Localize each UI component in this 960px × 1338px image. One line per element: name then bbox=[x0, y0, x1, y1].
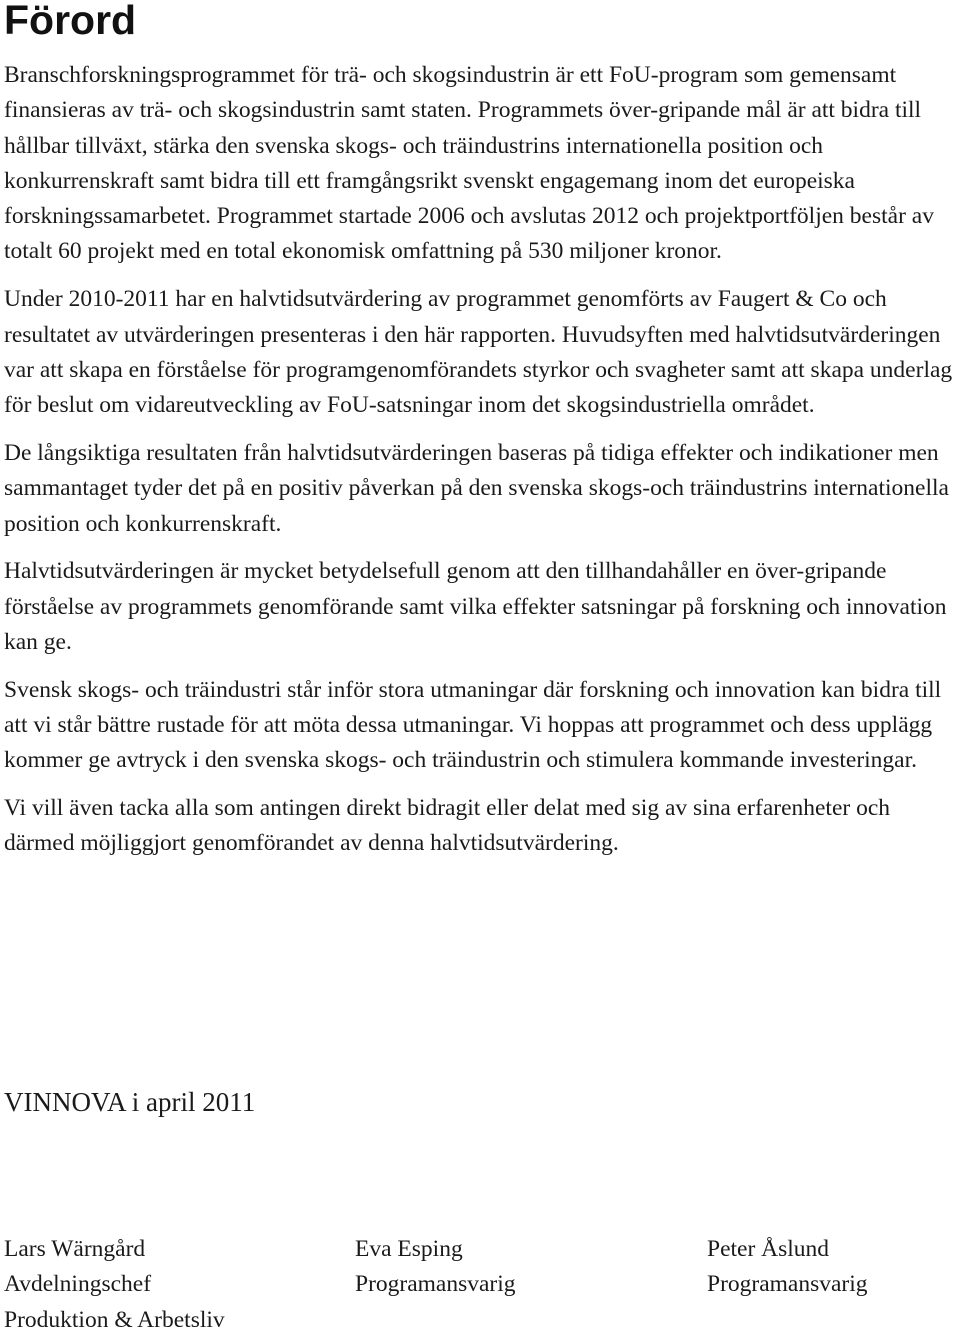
paragraph-1: Branschforskningsprogrammet för trä- och skogsindustrin är ett FoU-program som gemensamt finansieras av trä- och skogsindustrin samt staten. Programmets över-gripande mål är att bidra till hållbar tillväxt, stärka den svenska skogs- och träindustrins internationella position och konkurrenskraft samt bidra till ett framgångsrikt svenskt engagemang inom det europeiska forskningssamarbetet. Programmet startade 2006 och avslutas 2012 och projektportföljen består av totalt 60 projekt med en total ekonomisk omfattning på 530 miljoner kronor. bbox=[4, 62, 934, 265]
signer-role: Programansvarig bbox=[355, 1271, 516, 1298]
signer-3 bbox=[707, 1232, 868, 1303]
signer-role: Avdelningschef bbox=[4, 1271, 152, 1298]
signer-2 bbox=[355, 1232, 516, 1303]
signer-name: Peter Åslund bbox=[707, 1236, 830, 1262]
paragraph-2: Under 2010-2011 har en halvtidsutvärdering av programmet genomförts av Faugert & Co och resultatet av utvärderingen presenteras i den här rapporten. Huvudsyften med halvtidsutvärderingen var att skapa en förståelse för programgenomförandets styrkor och svagheter samt att skapa underlag för beslut om vidareutveckling av FoU-satsningar inom det skogsindustriella området. bbox=[4, 286, 953, 419]
signer-name: Lars Wärngård bbox=[4, 1236, 146, 1262]
signer-unit: Produktion & Arbetsliv bbox=[4, 1306, 225, 1333]
paragraph-4: Halvtidsutvärderingen är mycket betydelsefull genom att den tillhandahåller en över-gripande förståelse av programmets genomförande samt vilka effekter satsningar på forskning och innovation kan ge. bbox=[4, 558, 947, 655]
paragraph-3: De långsiktiga resultaten från halvtidsutvärderingen baseras på tidiga effekter och indikationer men sammantaget tyder det på en positiv påverkan på den svenska skogs-och träindustrins internationella position och konkurrenskraft. bbox=[4, 439, 949, 537]
signer-role: Programansvarig bbox=[707, 1271, 868, 1298]
signer-1 bbox=[4, 1232, 225, 1338]
page-title: Förord bbox=[4, 0, 137, 43]
paragraph-5: Svensk skogs- och träindustri står inför stora utmaningar där forskning och innovation kan bidra till att vi står bättre rustade för att möta dessa utmaningar. Vi hoppas att programmet och dess upplägg kommer ge avtryck i den svenska skogs- och träindustrin och stimulera kommande investeringar. bbox=[4, 676, 942, 774]
paragraph-6: Vi vill även tacka alla som antingen direkt bidragit eller delat med sig av sina erfarenheter och därmed möjliggjort genomförandet av denna halvtidsutvärdering. bbox=[4, 795, 891, 857]
body-text bbox=[4, 58, 956, 874]
place-date: VINNOVA i april 2011 bbox=[4, 1087, 256, 1117]
signer-name: Eva Esping bbox=[355, 1236, 463, 1262]
signature-block bbox=[4, 1232, 956, 1332]
